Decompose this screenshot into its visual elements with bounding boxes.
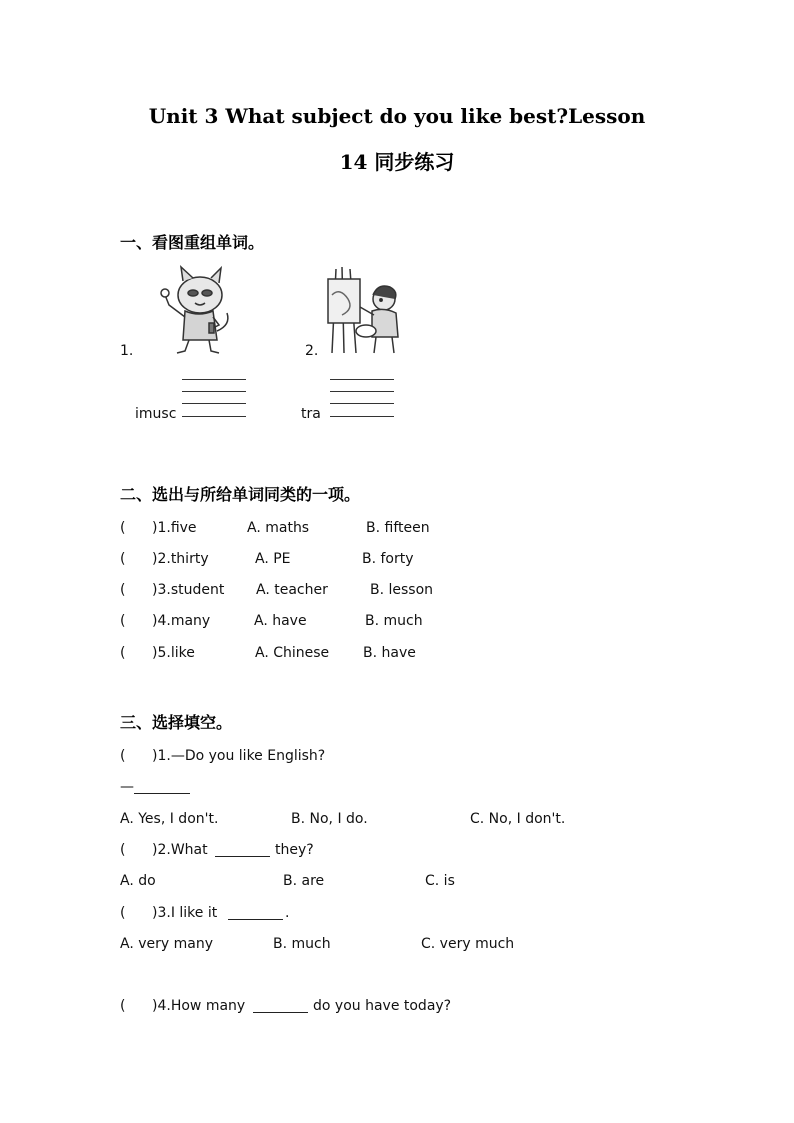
fill-blank[interactable] xyxy=(215,842,270,857)
answer-line xyxy=(182,379,246,380)
option-c: C. very much xyxy=(421,936,515,952)
paren: ( xyxy=(120,998,126,1014)
fill-blank[interactable] xyxy=(253,998,308,1013)
question-text: )2.What xyxy=(152,842,208,858)
option-b: B. lesson xyxy=(370,582,434,598)
option-b: B. are xyxy=(283,873,325,889)
option-a: A. Yes, I don't. xyxy=(120,811,219,827)
option-c: C. is xyxy=(425,873,455,889)
question-text-end: do you have today? xyxy=(313,998,452,1014)
option-a: A. PE xyxy=(255,551,291,567)
option-b: B. No, I do. xyxy=(291,811,368,827)
page-title: Unit 3 What subject do you like best?Lesson xyxy=(148,104,646,128)
answer-line xyxy=(182,403,246,404)
answer-line xyxy=(330,379,394,380)
paren: ( xyxy=(120,520,126,536)
section1-heading: 一、看图重组单词。 xyxy=(120,233,265,252)
item2-number: 2. xyxy=(305,343,319,359)
question-word: )5.like xyxy=(152,645,195,661)
answer-line xyxy=(330,391,394,392)
item1-letters: imusc xyxy=(135,406,177,422)
paren: ( xyxy=(120,905,126,921)
question-word: )3.student xyxy=(152,582,225,598)
question-word: )1.five xyxy=(152,520,197,536)
section3-heading: 三、选择填空。 xyxy=(120,713,233,732)
item1-number: 1. xyxy=(120,343,134,359)
fill-blank[interactable] xyxy=(228,905,283,920)
option-a: A. teacher xyxy=(256,582,328,598)
question-word: )4.many xyxy=(152,613,211,629)
paren: ( xyxy=(120,582,126,598)
option-b: B. much xyxy=(365,613,423,629)
item2-letters: tra xyxy=(301,406,321,422)
page-subtitle: 14 同步练习 xyxy=(339,150,455,174)
answer-line xyxy=(182,391,246,392)
answer-line xyxy=(330,416,394,417)
paren: ( xyxy=(120,551,126,567)
answer-dash: — xyxy=(120,779,134,795)
question-word: )2.thirty xyxy=(152,551,209,567)
paren: ( xyxy=(120,842,126,858)
answer-line xyxy=(330,403,394,404)
option-a: A. do xyxy=(120,873,156,889)
question-text-end: they? xyxy=(275,842,314,858)
option-a: A. maths xyxy=(247,520,310,536)
option-b: B. have xyxy=(363,645,416,661)
option-b: B. forty xyxy=(362,551,414,567)
boy-painting-picture xyxy=(322,265,407,357)
fill-blank[interactable] xyxy=(134,779,190,794)
option-c: C. No, I don't. xyxy=(470,811,566,827)
paren: ( xyxy=(120,748,126,764)
answer-line xyxy=(182,416,246,417)
option-a: A. have xyxy=(254,613,307,629)
paren: ( xyxy=(120,613,126,629)
question-text: )4.How many xyxy=(152,998,246,1014)
cat-singer-picture xyxy=(155,265,240,357)
paren: ( xyxy=(120,645,126,661)
question-text-end: . xyxy=(285,905,290,921)
section2-heading: 二、选出与所给单词同类的一项。 xyxy=(120,485,361,504)
question-text: )3.I like it xyxy=(152,905,218,921)
option-a: A. very many xyxy=(120,936,213,952)
option-a: A. Chinese xyxy=(255,645,330,661)
question-text: )1.—Do you like English? xyxy=(152,748,326,764)
option-b: B. fifteen xyxy=(366,520,430,536)
option-b: B. much xyxy=(273,936,331,952)
